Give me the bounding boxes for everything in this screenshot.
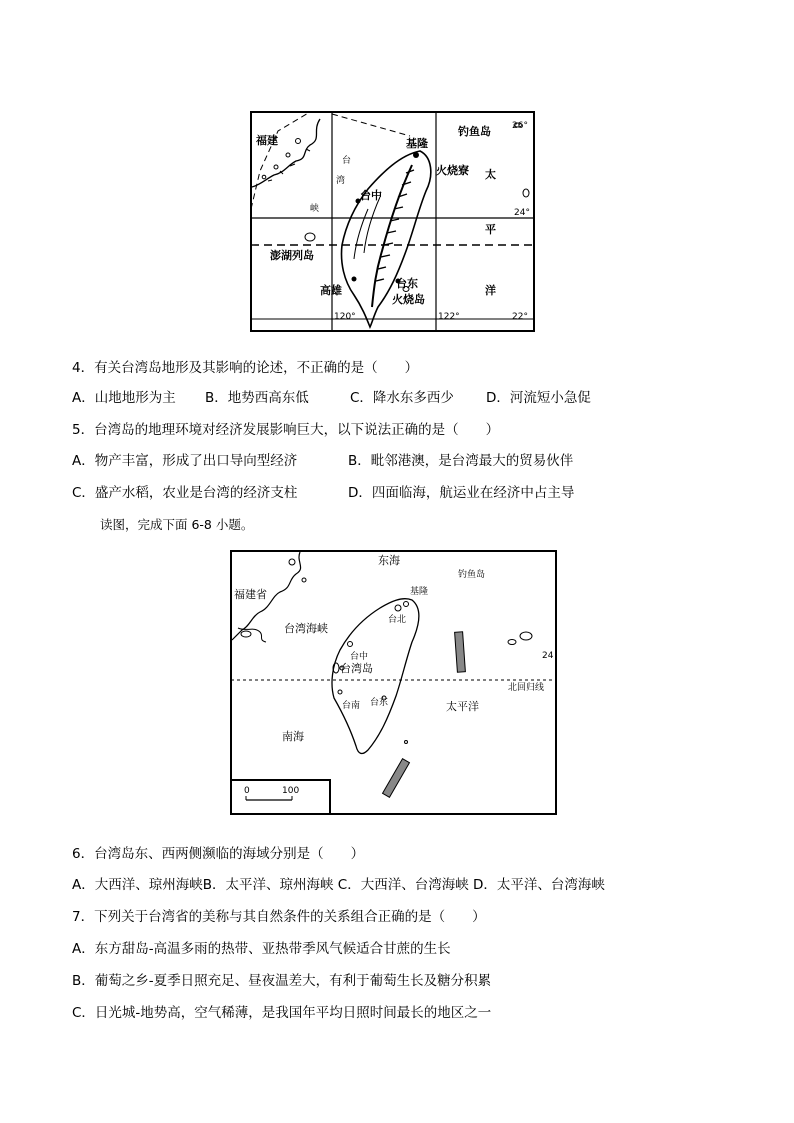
label-keelung-2: 基隆 [410,587,429,597]
label-donghai: 东海 [378,554,400,567]
label-taichung: 台中 [360,189,382,202]
label-taichung-2: 台中 [350,652,369,662]
label-taiwan-island: 台湾岛 [340,662,373,675]
q6-options: A．大西洋、琼州海峡B．太平洋、琼州海峡 C．大西洋、台湾海峡 D．太平洋、台湾海峡 [72,877,605,893]
q4-option-b: B．地势西高东低 [205,390,309,406]
label-ping: 平 [485,223,496,236]
label-huoshao: 火烧岛 [392,293,425,306]
label-strait-3: 峡 [310,204,320,214]
label-fujian: 福建 [256,134,278,147]
label-yang: 洋 [485,284,496,297]
label-tai: 太 [485,168,496,181]
question-5-stem: 5．台湾岛的地理环境对经济发展影响巨大，以下说法正确的是（ ） [72,422,500,438]
label-lat26: 26° [512,121,528,131]
taiwan-topographic-map [250,111,536,333]
q4-option-c: C．降水东多西少 [350,390,454,406]
label-taitung-2: 台东 [370,698,389,708]
label-diaoyu-2: 钓鱼岛 [458,570,486,580]
label-nanhai: 南海 [282,730,304,743]
label-taitung: 台东 [396,277,418,290]
label-huoshaoliao: 火烧寮 [436,164,469,177]
label-scale-100: 100 [282,786,300,796]
question-6-stem: 6．台湾岛东、西两侧濒临的海域分别是（ ） [72,846,365,862]
label-lon120: 120° [334,312,356,322]
label-taipei: 台北 [388,615,407,625]
q5-option-b: B．毗邻港澳，是台湾最大的贸易伙伴 [348,453,574,469]
label-pacific: 太平洋 [446,700,479,713]
q5-option-a: A．物产丰富，形成了出口导向型经济 [72,453,298,469]
label-lon122: 122° [438,312,460,322]
q4-option-a: A．山地地形为主 [72,390,176,406]
label-strait-1: 台 [342,156,352,166]
label-penghu: 澎湖列岛 [270,249,314,262]
label-lat22: 22° [512,312,528,322]
label-fujian-province: 福建省 [234,588,267,601]
label-tropic-of-cancer: 北回归线 [508,683,545,693]
label-lat24: 24° [514,208,530,218]
taiwan-location-map [230,550,558,816]
label-lat24-2: 24 [542,651,554,661]
label-diaoyu: 钓鱼岛 [458,125,491,138]
q7-option-c: C．日光城-地势高，空气稀薄，是我国年平均日照时间最长的地区之一 [72,1005,492,1021]
q7-option-a: A．东方甜岛-高温多雨的热带、亚热带季风气候适合甘蔗的生长 [72,941,451,957]
q5-option-d: D．四面临海，航运业在经济中占主导 [348,485,575,501]
question-4-stem: 4．有关台湾岛地形及其影响的论述，不正确的是（ ） [72,360,419,376]
label-keelung: 基隆 [406,137,428,150]
label-scale-0: 0 [244,786,250,796]
label-taiwan-strait: 台湾海峡 [284,622,328,635]
label-tainan: 台南 [342,701,361,711]
label-kaohsiung: 高雄 [320,284,342,297]
intro-text: 读图，完成下面 6-8 小题。 [100,517,254,532]
q7-option-b: B．葡萄之乡-夏季日照充足、昼夜温差大，有利于葡萄生长及糖分积累 [72,973,492,989]
question-7-stem: 7．下列关于台湾省的美称与其自然条件的关系组合正确的是（ ） [72,909,486,925]
label-strait-2: 湾 [336,176,346,186]
q5-option-c: C．盛产水稻，农业是台湾的经济支柱 [72,485,298,501]
q4-option-d: D．河流短小急促 [486,390,591,406]
